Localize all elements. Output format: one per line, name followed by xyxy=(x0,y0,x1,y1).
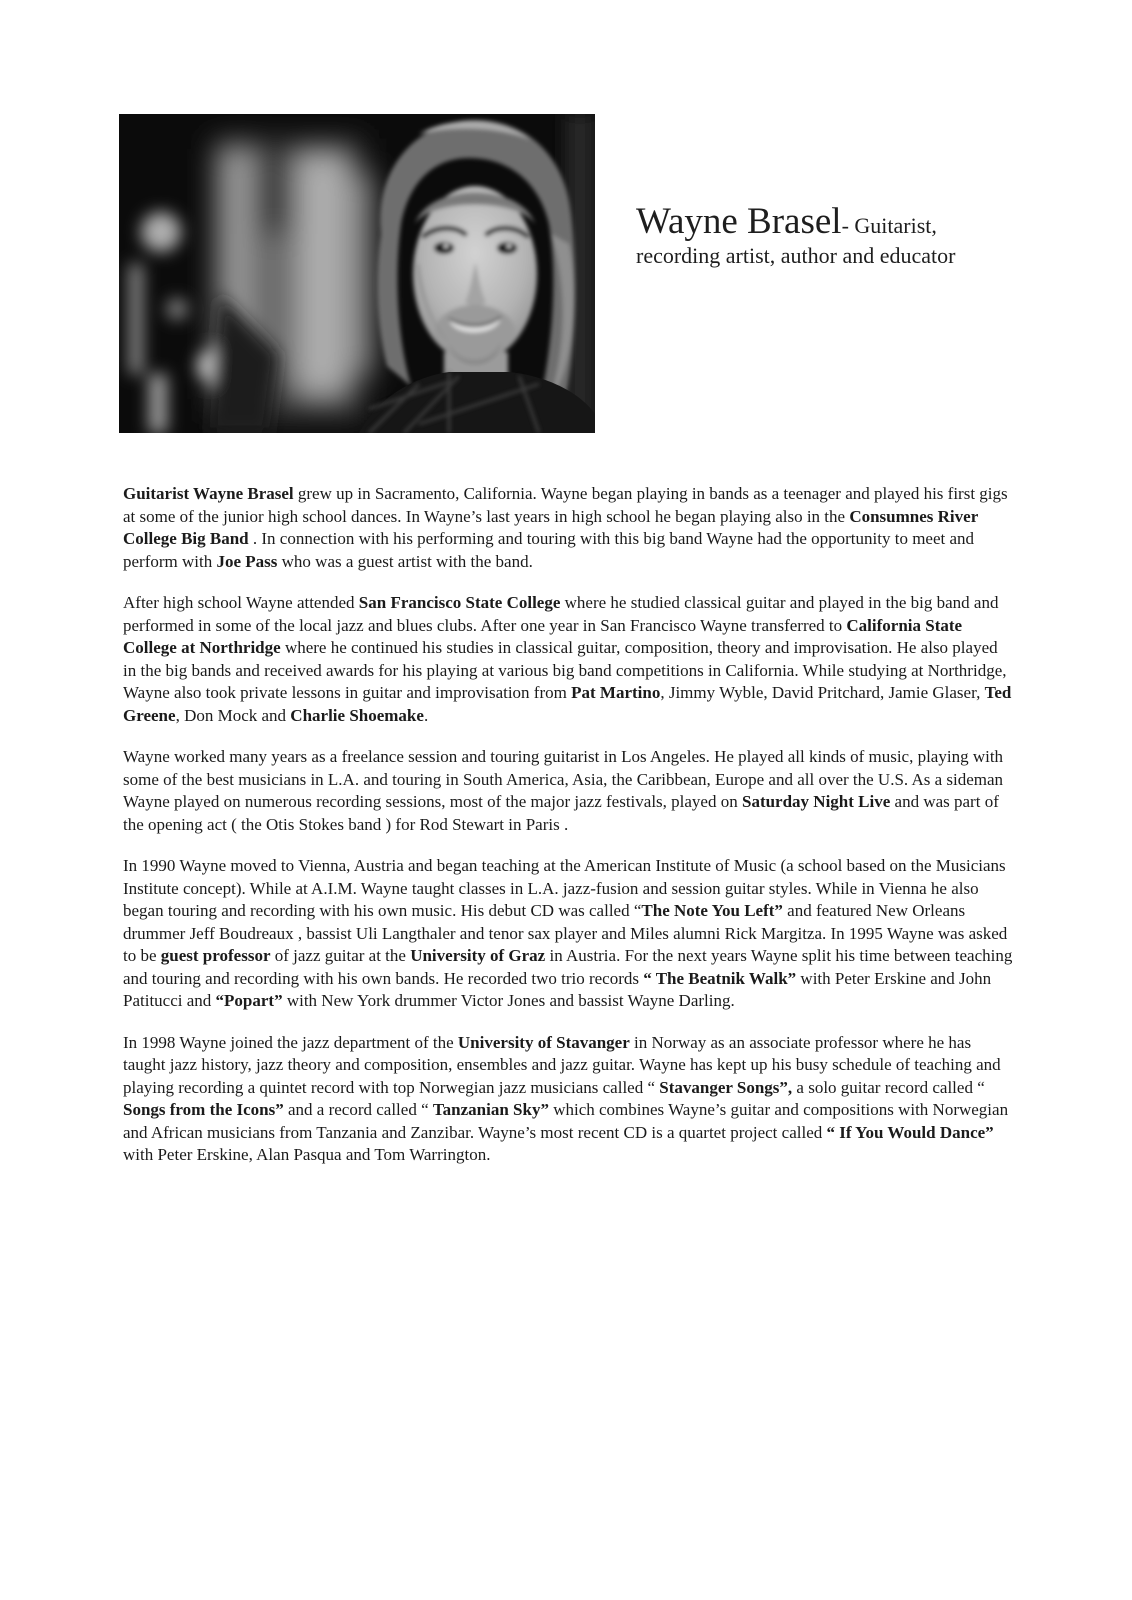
bio-text-bold: “Popart” xyxy=(215,991,283,1010)
bio-text: In 1998 Wayne joined the jazz department of the xyxy=(123,1032,458,1052)
page-subtitle: - Guitarist, recording artist, author and educator xyxy=(636,213,956,268)
bio-text: , Jimmy Wyble, David Pritchard, Jamie Glaser, xyxy=(660,683,985,702)
bio-text: with New York drummer Victor Jones and bassist Wayne Darling. xyxy=(282,991,735,1010)
bio-text-bold: University of Graz xyxy=(410,946,546,965)
bio-text-bold: Songs from the Icons” xyxy=(123,1100,284,1119)
bio-paragraph xyxy=(123,483,1013,573)
portrait-photo-illustration xyxy=(119,114,595,433)
bio-text-bold: Pat Martino xyxy=(571,683,661,702)
bio-text-bold: guest professor xyxy=(160,946,271,965)
bio-text: where he continued his studies in classical guitar, composition, theory and improvisation. He also played in the big bands and received awards for his playing at various big band competitions in California. While studying at Northridge, Wayne also took private lessons in guitar and improvisation from xyxy=(123,638,1007,702)
bio-text: and was part of the opening act ( the Otis Stokes band ) for Rod Stewart in Paris . xyxy=(123,792,999,834)
bio-text: grew up in Sacramento, California. Wayne began playing in bands as a teenager and played his first gigs at some of the junior high school dances. In Wayne’s last years in high school he began playing also in the xyxy=(123,484,1008,526)
bio-text: a solo guitar record called “ xyxy=(792,1077,985,1097)
page-title: Wayne Brasel xyxy=(636,201,842,242)
bio-text-bold: Ted Greene xyxy=(123,683,1012,725)
bio-text-bold: Joe Pass xyxy=(216,551,278,571)
bio-text: . xyxy=(423,705,429,725)
bio-text: In 1990 Wayne moved to Vienna, Austria and began teaching at the American Institute of Music (a school based on the Musicians Institute concept). While at A.I.M. Wayne taught classes in L.A. jazz-fusion and session guitar styles. While in Vienna he also began touring and recording with his own music. His debut CD was called “ xyxy=(123,856,1006,920)
bio-paragraph xyxy=(123,746,1013,836)
bio-text-bold: “ The Beatnik Walk” xyxy=(643,968,797,988)
bio-text-bold: Charlie Shoemake xyxy=(290,705,424,725)
bio-text: and featured New Orleans drummer Jeff Boudreaux , bassist Uli Langthaler and tenor sax player and Miles alumni Rick Margitza. In 1995 Wayne was asked to be xyxy=(123,901,1008,965)
bio-text: who was a guest artist with the band. xyxy=(277,551,533,571)
bio-text: After high school Wayne attended xyxy=(123,593,359,612)
bio-text-bold: California State College at Northridge xyxy=(123,615,963,657)
bio-text: . In connection with his performing and touring with this big band Wayne had the opportunity to meet and perform with xyxy=(123,529,975,571)
bio-text-bold: “ If You Would Dance” xyxy=(826,1122,994,1142)
bio-text-bold: Consumnes River College Big Band xyxy=(123,506,978,548)
bio-text: Wayne worked many years as a freelance session and touring guitarist in Los Angeles. He played all kinds of music, playing with some of the best musicians in L.A. and touring in South America, Asia, the Caribbean, Europe and all over the U.S. As a sideman Wayne played on numerous recording sessions, most of the major jazz festivals, played on xyxy=(123,747,1004,811)
title-block xyxy=(636,203,966,271)
bio-text: and a record called “ xyxy=(283,1100,433,1119)
bio-text: with Peter Erskine, Alan Pasqua and Tom Warrington. xyxy=(123,1145,491,1164)
bio-text-bold: Tanzanian Sky” xyxy=(432,1100,549,1119)
bio-text: , Don Mock and xyxy=(175,705,291,725)
bio-text-bold: University of Stavanger xyxy=(457,1032,630,1052)
bio-paragraph xyxy=(123,855,1013,1013)
bio-text-bold: Stavanger Songs”, xyxy=(659,1077,793,1097)
portrait-photo xyxy=(119,114,595,433)
bio-text: of jazz guitar at the xyxy=(270,946,411,965)
bio-text-bold: The Note You Left” xyxy=(641,901,783,920)
bio-paragraph xyxy=(123,592,1013,727)
bio-text: where he studied classical guitar and played in the big band and performed in some of the local jazz and blues clubs. After one year in San Francisco Wayne transferred to xyxy=(123,593,999,635)
bio-text-bold: San Francisco State College xyxy=(358,593,561,612)
bio-text-bold: Guitarist Wayne Brasel xyxy=(123,484,294,503)
bio-text: with Peter Erskine and John Patitucci and xyxy=(123,968,992,1010)
bio-text: in Austria. For the next years Wayne split his time between teaching and touring and recording with his own bands. He recorded two trio records xyxy=(123,946,1013,988)
bio-text: in Norway as an associate professor where he has taught jazz history, jazz theory and composition, ensembles and jazz guitar. Wayne has kept up his busy schedule of teaching and playing recording a quintet record with top Norwegian jazz musicians called “ xyxy=(123,1032,1001,1097)
biography-text xyxy=(123,483,1013,1186)
bio-paragraph xyxy=(123,1032,1013,1167)
bio-text: which combines Wayne’s guitar and compositions with Norwegian and African musicians from Tanzania and Zanzibar. Wayne’s most recent CD is a quartet project called xyxy=(123,1100,1009,1142)
bio-text-bold: Saturday Night Live xyxy=(741,792,891,811)
